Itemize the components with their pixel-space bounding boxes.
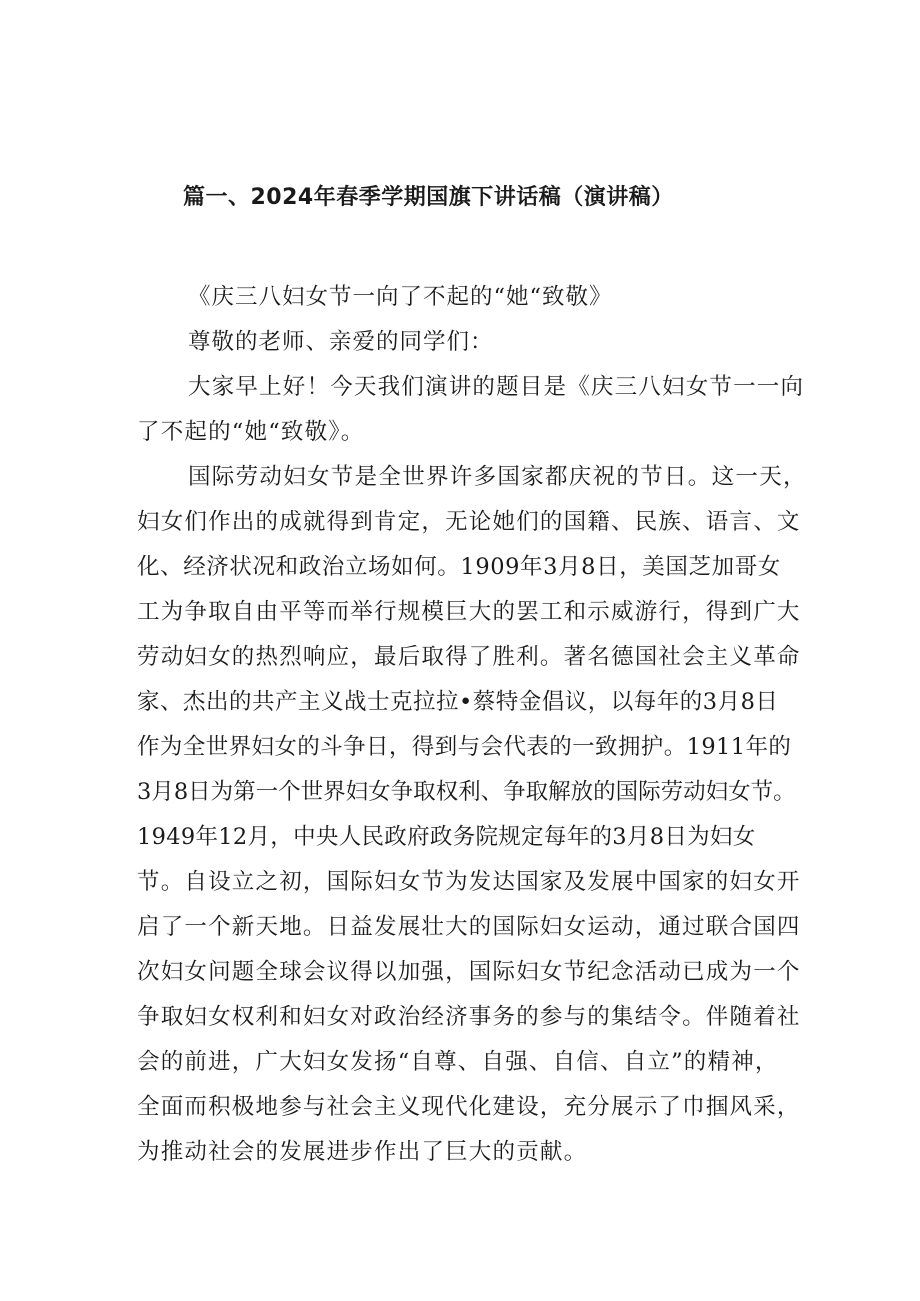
paragraph-2-line-5: 劳动妇女的热烈响应，最后取得了胜利。著名德国社会主义革命 <box>137 644 801 670</box>
paragraph-2-line-1: 国际劳动妇女节是全世界许多国家都庆祝的节日。这一天， <box>188 464 807 490</box>
paragraph-2-line-11: 启了一个新天地。日益发展壮大的国际妇女运动，通过联合国四 <box>137 914 801 940</box>
paragraph-2-line-12: 次妇女问题全球会议得以加强，国际妇女节纪念活动已成为一个 <box>137 959 801 985</box>
paragraph-2-line-8: 3月8日为第一个世界妇女争取权利、争取解放的国际劳动妇女节。 <box>137 779 796 805</box>
paragraph-1-line-1: 大家早上好！今天我们演讲的题目是《庆三八妇女节一一向 <box>188 374 805 400</box>
paragraph-2-line-9: 1949年12月，中央人民政府政务院规定每年的3月8日为妇女 <box>137 824 756 850</box>
paragraph-2-line-10: 节。自设立之初，国际妇女节为发达国家及发展中国家的妇女开 <box>137 869 801 895</box>
paragraph-2-line-4: 工为争取自由平等而举行规模巨大的罢工和示威游行，得到广大 <box>137 599 801 625</box>
paragraph-2-line-3: 化、经济状况和政治立场如何。1909年3月8日，美国芝加哥女 <box>137 554 781 580</box>
paragraph-2-line-16: 为推动社会的发展进步作出了巨大的贡献。 <box>137 1139 588 1165</box>
paragraph-2-line-6: 家、杰出的共产主义战士克拉拉•蔡特金倡议，以每年的3月8日 <box>137 689 779 715</box>
paragraph-1-line-2: 了不起的“她“致敬》。 <box>137 419 365 445</box>
paragraph-2-line-7: 作为全世界妇女的斗争日，得到与会代表的一致拥护。1911年的 <box>137 734 792 760</box>
document-title: 篇一、2024年春季学期国旗下讲话稿（演讲稿） <box>183 185 674 210</box>
paragraph-2-line-15: 全面而积极地参与社会主义现代化建设，充分展示了巾掴风采， <box>137 1094 801 1120</box>
paragraph-2-line-14: 会的前进，广大妇女发扬“自尊、自强、自信、自立”的精神， <box>137 1049 779 1075</box>
speech-subtitle: 《庆三八妇女节一向了不起的“她“致敬》 <box>188 284 613 310</box>
paragraph-2-line-13: 争取妇女权利和妇女对政治经济事务的参与的集结令。伴随着社 <box>137 1004 801 1030</box>
salutation: 尊敬的老师、亲爱的同学们： <box>188 329 494 355</box>
paragraph-2-line-2: 妇女们作出的成就得到肯定，无论她们的国籍、民族、语言、文 <box>137 509 801 535</box>
